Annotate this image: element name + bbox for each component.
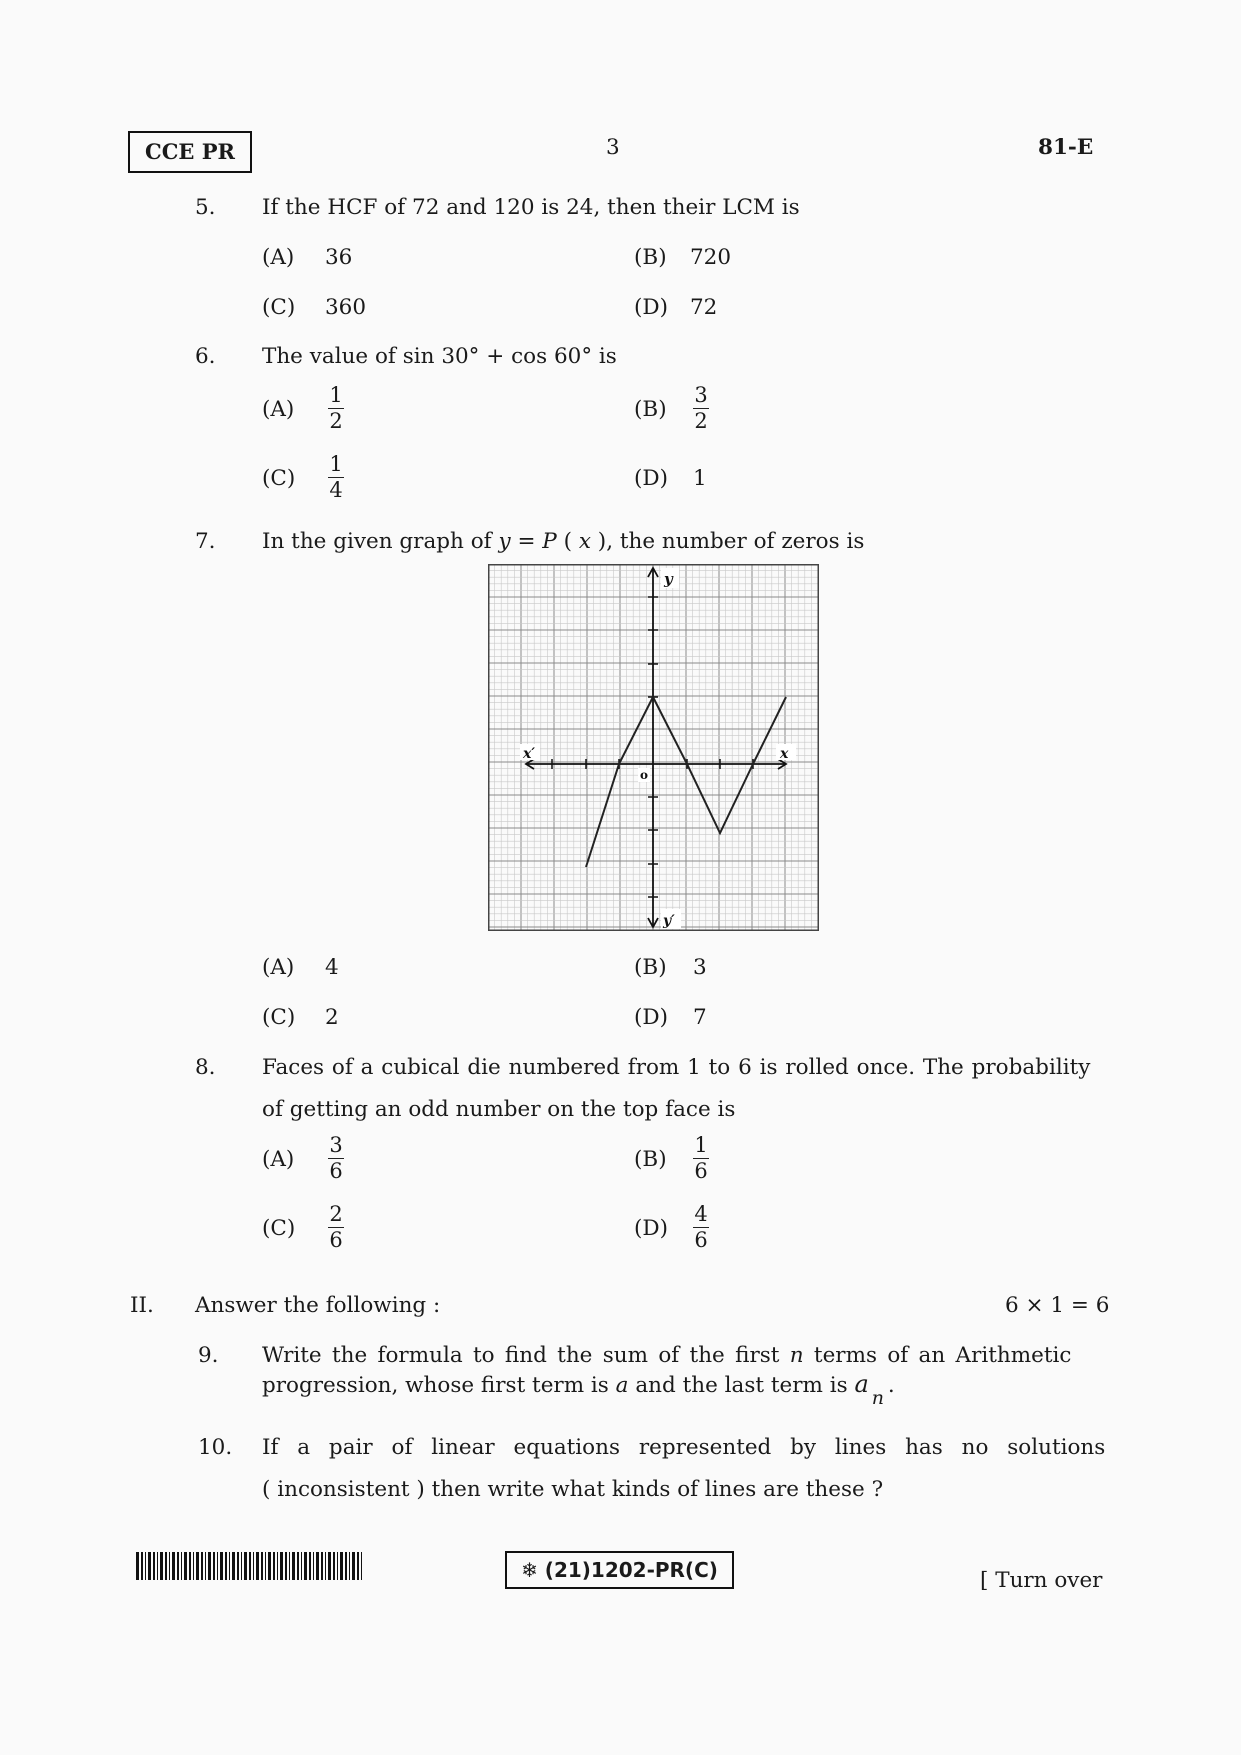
q9-var-n: n bbox=[789, 1343, 804, 1368]
barcode-bar bbox=[261, 1552, 263, 1580]
barcode-bar bbox=[249, 1552, 251, 1580]
q8-opt-c-label: (C) bbox=[262, 1216, 296, 1241]
fraction-numerator: 1 bbox=[694, 1133, 708, 1157]
q8-line2: of getting an odd number on the top face is bbox=[262, 1097, 736, 1122]
barcode-bar bbox=[217, 1552, 218, 1580]
barcode-bar bbox=[141, 1552, 143, 1580]
barcode-bar bbox=[237, 1552, 239, 1580]
barcode-bar bbox=[289, 1552, 290, 1580]
barcode-bar bbox=[321, 1552, 323, 1580]
polynomial-graph bbox=[488, 564, 819, 931]
fraction-numerator: 1 bbox=[329, 452, 343, 476]
barcode-bar bbox=[268, 1552, 271, 1580]
q6-opt-c-fraction bbox=[328, 452, 344, 503]
barcode-bar bbox=[313, 1552, 314, 1580]
y-axis-label: y bbox=[664, 570, 673, 588]
barcode-bar bbox=[196, 1552, 199, 1580]
q8-opt-b-fraction bbox=[693, 1133, 709, 1184]
q9-line2 bbox=[262, 1370, 895, 1409]
q5-opt-b-value: 720 bbox=[690, 245, 732, 270]
q7-text bbox=[262, 529, 864, 554]
q7-opt-d-label: (D) bbox=[634, 1005, 669, 1030]
q10-number: 10. bbox=[198, 1435, 233, 1460]
q7-text-post: ), the number of zeros is bbox=[590, 529, 865, 554]
q6-opt-a-label: (A) bbox=[262, 397, 295, 422]
q9-line1-post: terms of an Arithmetic bbox=[803, 1343, 1072, 1368]
q6-number: 6. bbox=[195, 344, 216, 369]
q6-opt-d-label: (D) bbox=[634, 466, 669, 491]
barcode-bar bbox=[325, 1552, 326, 1580]
section-marks: 6 × 1 = 6 bbox=[1005, 1293, 1110, 1318]
q8-opt-b-label: (B) bbox=[634, 1147, 667, 1172]
q5-opt-d-label: (D) bbox=[634, 295, 669, 320]
barcode-bar bbox=[225, 1552, 227, 1580]
barcode-bar bbox=[316, 1552, 319, 1580]
barcode-bar bbox=[181, 1552, 182, 1580]
barcode-bar bbox=[213, 1552, 215, 1580]
header-box bbox=[128, 131, 252, 173]
barcode-bar bbox=[256, 1552, 259, 1580]
q10-line1: If a pair of linear equations represented by lines has no solutions bbox=[262, 1435, 1106, 1460]
fraction-numerator: 2 bbox=[329, 1202, 343, 1226]
q5-opt-a-label: (A) bbox=[262, 245, 295, 270]
fraction-numerator: 3 bbox=[694, 383, 708, 407]
q7-opt-c-value: 2 bbox=[325, 1005, 339, 1030]
q7-opt-a-label: (A) bbox=[262, 955, 295, 980]
q5-opt-c-value: 360 bbox=[325, 295, 367, 320]
barcode-bar bbox=[301, 1552, 302, 1580]
q7-opt-c-label: (C) bbox=[262, 1005, 296, 1030]
q7-opt-d-value: 7 bbox=[693, 1005, 707, 1030]
barcode-bar bbox=[340, 1552, 343, 1580]
turn-over-label: [ Turn over bbox=[980, 1568, 1103, 1593]
barcode-bar bbox=[292, 1552, 295, 1580]
barcode-bar bbox=[220, 1552, 223, 1580]
q8-opt-d-label: (D) bbox=[634, 1216, 669, 1241]
fraction-denominator: 2 bbox=[329, 409, 343, 433]
barcode-bar bbox=[189, 1552, 191, 1580]
barcode-bar bbox=[357, 1552, 359, 1580]
x-axis-label: x bbox=[780, 746, 789, 762]
fraction-numerator: 1 bbox=[329, 383, 343, 407]
barcode-bar bbox=[205, 1552, 206, 1580]
q9-var-a: a bbox=[615, 1373, 629, 1398]
fraction-denominator: 6 bbox=[694, 1159, 708, 1183]
q5-number: 5. bbox=[195, 195, 216, 220]
barcode-bar bbox=[169, 1552, 170, 1580]
barcode-bar bbox=[309, 1552, 311, 1580]
barcode-bar bbox=[157, 1552, 158, 1580]
q9-line2-end: . bbox=[881, 1373, 895, 1398]
q9-number: 9. bbox=[198, 1343, 219, 1368]
barcode-bar bbox=[148, 1552, 151, 1580]
q5-opt-a-value: 36 bbox=[325, 245, 353, 270]
fraction-denominator: 6 bbox=[329, 1228, 343, 1252]
x-neg-axis-label: x′ bbox=[523, 746, 536, 762]
q5-opt-d-value: 72 bbox=[690, 295, 718, 320]
q7-opt-b-value: 3 bbox=[693, 955, 707, 980]
q5-text: If the HCF of 72 and 120 is 24, then their LCM is bbox=[262, 195, 800, 220]
q6-text: The value of sin 30° + cos 60° is bbox=[262, 344, 617, 369]
q8-opt-d-fraction bbox=[693, 1202, 709, 1253]
q7-number: 7. bbox=[195, 529, 216, 554]
barcode-bar bbox=[145, 1552, 146, 1580]
q9-var-an: a bbox=[854, 1370, 869, 1398]
barcode-bar bbox=[333, 1552, 335, 1580]
fraction-denominator: 4 bbox=[329, 478, 343, 502]
barcode-bar bbox=[201, 1552, 203, 1580]
q5-opt-c-label: (C) bbox=[262, 295, 296, 320]
q8-opt-a-label: (A) bbox=[262, 1147, 295, 1172]
fraction-denominator: 6 bbox=[694, 1228, 708, 1252]
q7-var-y: y bbox=[498, 529, 511, 554]
barcode-bar bbox=[328, 1552, 331, 1580]
footer-code-box bbox=[505, 1551, 734, 1589]
q5-opt-b-label: (B) bbox=[634, 245, 667, 270]
page-number: 3 bbox=[606, 135, 620, 160]
fraction-numerator: 4 bbox=[694, 1202, 708, 1226]
q7-opt-a-value: 4 bbox=[325, 955, 339, 980]
barcode-bar bbox=[297, 1552, 299, 1580]
q9-line2-pre: progression, whose first term is bbox=[262, 1373, 616, 1398]
q7-opt-b-label: (B) bbox=[634, 955, 667, 980]
fraction-denominator: 2 bbox=[694, 409, 708, 433]
q6-opt-a-fraction bbox=[328, 383, 344, 434]
barcode bbox=[136, 1552, 366, 1580]
fraction-numerator: 3 bbox=[329, 1133, 343, 1157]
barcode-bar bbox=[193, 1552, 194, 1580]
barcode-bar bbox=[184, 1552, 187, 1580]
barcode-bar bbox=[244, 1552, 247, 1580]
y-neg-axis-label: y′ bbox=[663, 913, 675, 929]
barcode-bar bbox=[241, 1552, 242, 1580]
barcode-bar bbox=[285, 1552, 287, 1580]
barcode-bar bbox=[153, 1552, 155, 1580]
barcode-bar bbox=[345, 1552, 347, 1580]
barcode-bar bbox=[277, 1552, 278, 1580]
header-left-code: CCE PR bbox=[145, 139, 235, 164]
q7-text-pre: In the given graph of bbox=[262, 529, 499, 554]
barcode-bar bbox=[361, 1552, 362, 1580]
q10-line2: ( inconsistent ) then write what kinds of lines are these ? bbox=[262, 1477, 884, 1502]
barcode-bar bbox=[352, 1552, 355, 1580]
q7-eq: = bbox=[510, 529, 543, 554]
barcode-bar bbox=[208, 1552, 211, 1580]
barcode-bar bbox=[280, 1552, 283, 1580]
q7-open: ( bbox=[556, 529, 579, 554]
q8-opt-c-fraction bbox=[328, 1202, 344, 1253]
q7-var-p: P bbox=[542, 529, 557, 554]
section-roman: II. bbox=[130, 1293, 154, 1318]
barcode-bar bbox=[304, 1552, 307, 1580]
q6-opt-b-fraction bbox=[693, 383, 709, 434]
q9-line2-mid: and the last term is bbox=[628, 1373, 855, 1398]
q7-var-x: x bbox=[578, 529, 591, 554]
origin-label: o bbox=[640, 768, 649, 782]
barcode-bar bbox=[273, 1552, 275, 1580]
q9-line1-pre: Write the formula to find the sum of the first bbox=[262, 1343, 790, 1368]
section-heading: Answer the following : bbox=[195, 1293, 441, 1318]
barcode-bar bbox=[160, 1552, 163, 1580]
fraction-denominator: 6 bbox=[329, 1159, 343, 1183]
barcode-bar bbox=[265, 1552, 266, 1580]
q9-var-an-subscript: n bbox=[871, 1387, 885, 1409]
barcode-bar bbox=[165, 1552, 167, 1580]
q6-opt-d-value: 1 bbox=[693, 466, 707, 491]
barcode-bar bbox=[136, 1552, 139, 1580]
barcode-bar bbox=[232, 1552, 235, 1580]
q6-opt-b-label: (B) bbox=[634, 397, 667, 422]
barcode-bar bbox=[253, 1552, 254, 1580]
barcode-bar bbox=[229, 1552, 230, 1580]
paper-code: 81-E bbox=[1038, 135, 1094, 160]
q8-opt-a-fraction bbox=[328, 1133, 344, 1184]
barcode-bar bbox=[172, 1552, 175, 1580]
q9-line1 bbox=[262, 1343, 1071, 1368]
q8-line1: Faces of a cubical die numbered from 1 to 6 is rolled once. The probability bbox=[262, 1055, 1091, 1080]
barcode-bar bbox=[337, 1552, 338, 1580]
barcode-bar bbox=[177, 1552, 179, 1580]
barcode-bar bbox=[349, 1552, 350, 1580]
footer-code: ❄ (21)1202-PR(C) bbox=[521, 1558, 718, 1582]
q6-opt-c-label: (C) bbox=[262, 466, 296, 491]
q8-number: 8. bbox=[195, 1055, 216, 1080]
